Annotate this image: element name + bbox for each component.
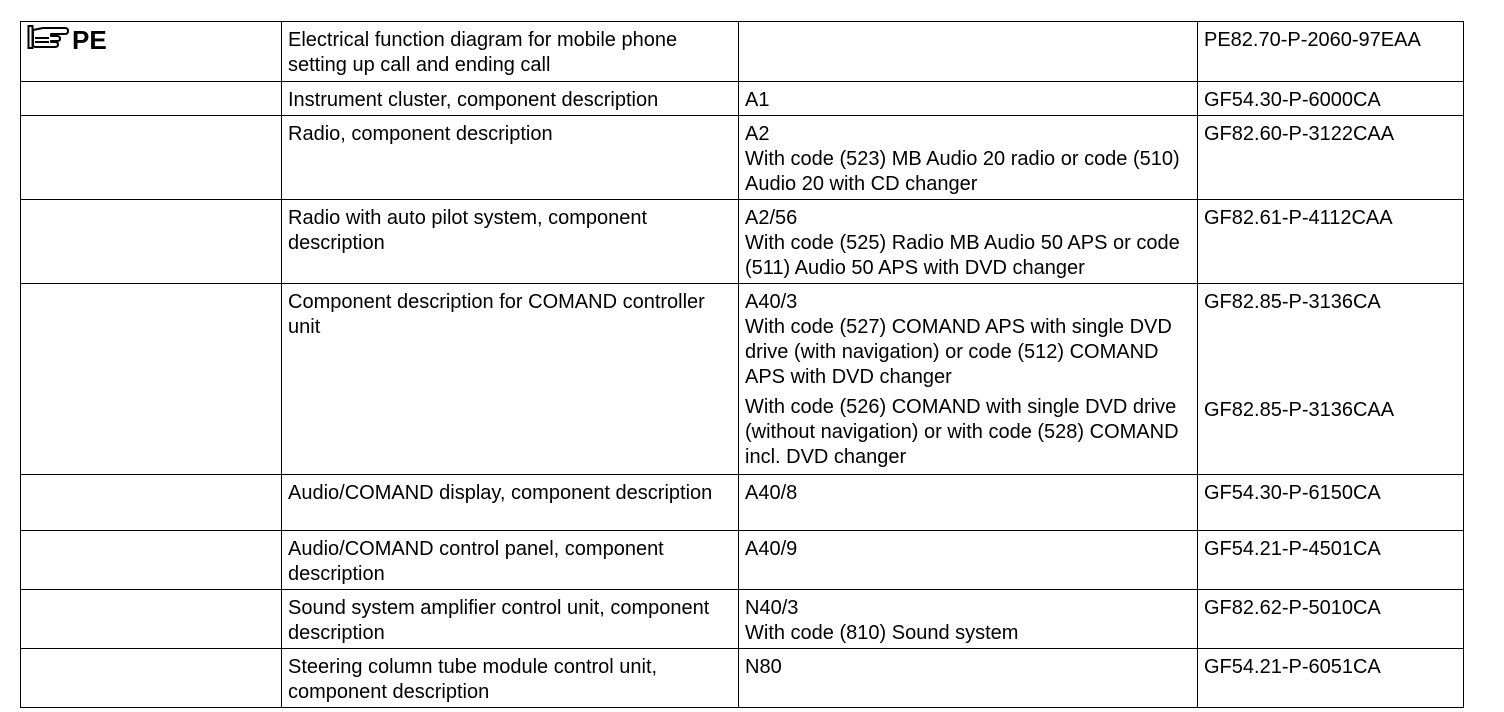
code-cell: N80 — [739, 649, 1198, 708]
reference-link[interactable]: GF54.21-P-6051CA — [1198, 649, 1464, 708]
marker-cell — [21, 200, 282, 284]
title-cell: Radio, component description — [282, 116, 739, 200]
marker-cell — [21, 116, 282, 200]
code-cell: A1 — [739, 82, 1198, 116]
pointing-hand-icon — [27, 24, 69, 56]
title-cell: Steering column tube module control unit, component description — [282, 649, 739, 708]
code-note: With code (523) MB Audio 20 radio or code (510) Audio 20 with CD changer — [745, 148, 1180, 195]
component-code: A2/56 — [745, 207, 798, 229]
component-code: A2 — [745, 123, 770, 145]
code-cell — [739, 284, 1198, 475]
table-row — [21, 116, 1464, 200]
code-cell — [739, 22, 1198, 82]
table-row — [21, 284, 1464, 475]
component-code: N40/3 — [745, 597, 799, 619]
code-cell — [739, 200, 1198, 284]
marker-cell — [21, 475, 282, 531]
reference-link[interactable]: GF54.21-P-4501CA — [1198, 531, 1464, 590]
code-cell: A40/9 — [739, 531, 1198, 590]
reference-table — [20, 21, 1464, 708]
marker-cell — [21, 649, 282, 708]
table-row — [21, 475, 1464, 531]
reference-link[interactable]: GF54.30-P-6000CA — [1198, 82, 1464, 116]
title-cell: Audio/COMAND display, component description — [282, 475, 739, 531]
marker-cell — [21, 590, 282, 649]
title-cell: Electrical function diagram for mobile phone setting up call and ending call — [282, 22, 739, 82]
reference-link[interactable]: GF82.60-P-3122CAA — [1198, 116, 1464, 200]
reference-link[interactable]: GF82.85-P-3136CA — [1204, 291, 1381, 313]
pe-marker-label: PE — [72, 25, 107, 55]
title-cell: Radio with auto pilot system, component description — [282, 200, 739, 284]
reference-link[interactable]: GF54.30-P-6150CA — [1198, 475, 1464, 531]
marker-cell — [21, 284, 282, 475]
table-row — [21, 590, 1464, 649]
table-row — [21, 649, 1464, 708]
title-cell: Sound system amplifier control unit, component description — [282, 590, 739, 649]
marker-cell — [21, 82, 282, 116]
marker-cell — [21, 22, 282, 82]
title-cell: Component description for COMAND controller unit — [282, 284, 739, 475]
table-row — [21, 531, 1464, 590]
title-cell: Audio/COMAND control panel, component description — [282, 531, 739, 590]
reference-link[interactable]: GF82.61-P-4112CAA — [1198, 200, 1464, 284]
code-note: With code (810) Sound system — [745, 622, 1019, 644]
code-cell — [739, 590, 1198, 649]
code-cell — [739, 116, 1198, 200]
reference-cell — [1198, 284, 1464, 475]
code-note: With code (525) Radio MB Audio 50 APS or code (511) Audio 50 APS with DVD changer — [745, 232, 1180, 279]
marker-cell — [21, 531, 282, 590]
reference-link[interactable]: GF82.85-P-3136CAA — [1204, 399, 1395, 421]
reference-link[interactable]: PE82.70-P-2060-97EAA — [1198, 22, 1464, 82]
code-note: With code (526) COMAND with single DVD drive (without navigation) or with code (528) COMAND incl. DVD changer — [745, 396, 1179, 468]
reference-link[interactable]: GF82.62-P-5010CA — [1198, 590, 1464, 649]
code-cell: A40/8 — [739, 475, 1198, 531]
code-note: With code (527) COMAND APS with single DVD drive (with navigation) or code (512) COMAND APS with DVD changer — [745, 316, 1172, 388]
table-row — [21, 200, 1464, 284]
component-code: A40/3 — [745, 291, 798, 313]
table-row — [21, 22, 1464, 82]
title-cell: Instrument cluster, component description — [282, 82, 739, 116]
table-row — [21, 82, 1464, 116]
